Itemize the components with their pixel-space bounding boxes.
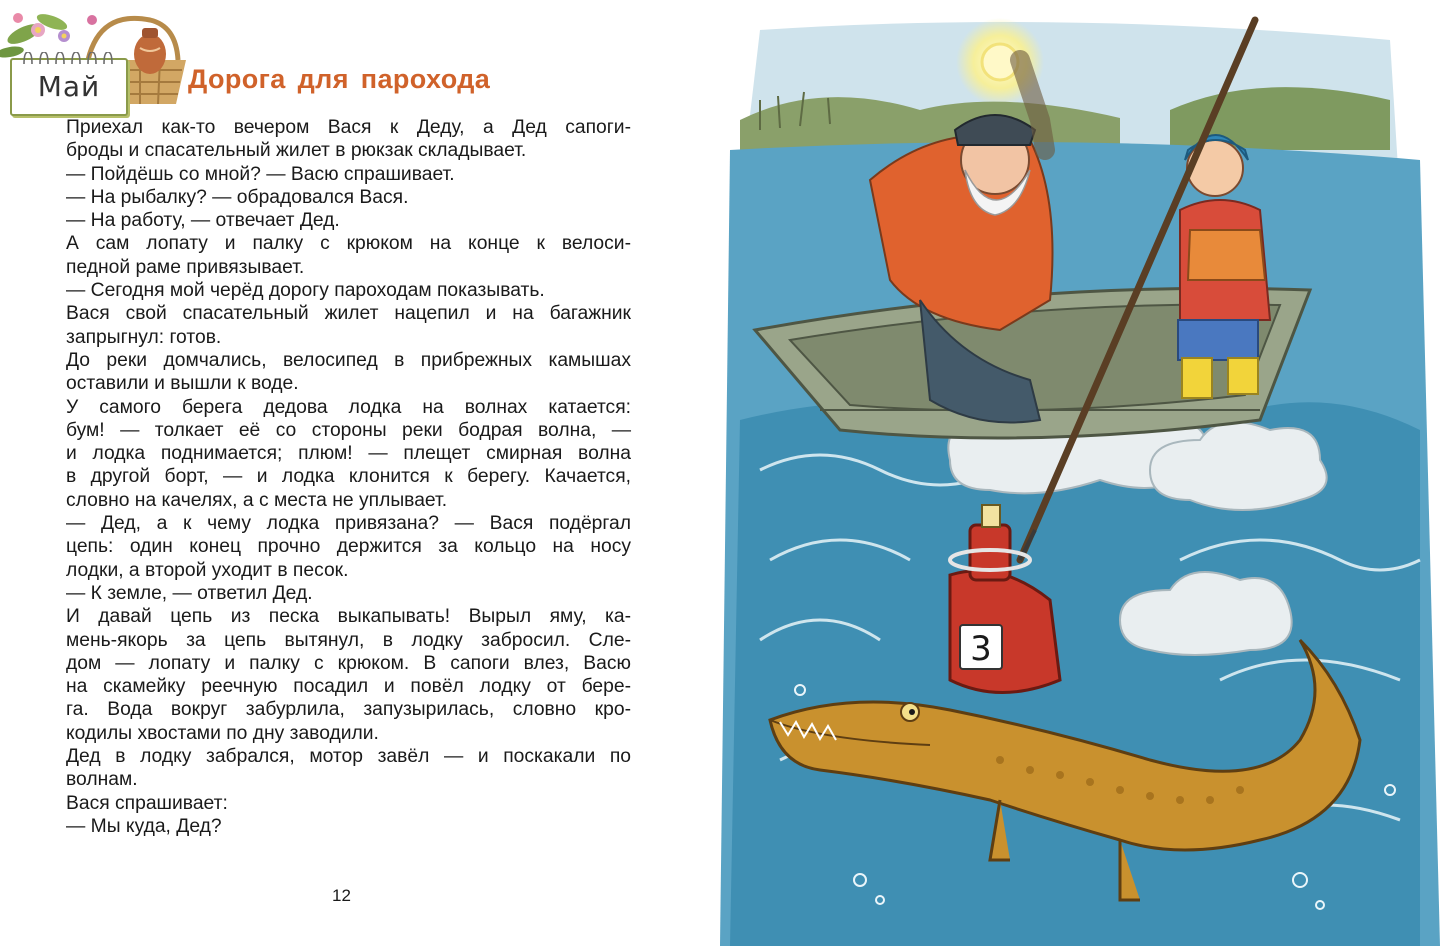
story-line: — Пойдёшь со мной? — Васю спрашивает. bbox=[66, 163, 455, 185]
story-line: До реки домчались, велосипед в прибрежных камышах bbox=[66, 349, 631, 371]
story-line: Вася свой спасательный жилет нацепил и на багажник bbox=[66, 303, 631, 325]
story-line: — Дед, а к чему лодка привязана? — Вася подёргал bbox=[66, 513, 631, 535]
story-line: И давай цепь из песка выкапывать! Вырыл яму, ка- bbox=[66, 606, 631, 628]
story-text bbox=[66, 116, 631, 838]
story-line: У самого берега дедова лодка на волнах катается: bbox=[66, 396, 631, 418]
story-line: — На работу, — отвечает Дед. bbox=[66, 210, 340, 232]
story-line: — Сегодня мой черёд дорогу пароходам показывать. bbox=[66, 280, 545, 302]
story-line: педной раме привязывает. bbox=[66, 256, 305, 278]
story-line: лодки, а второй уходит в песок. bbox=[66, 559, 349, 581]
story-line: волнам. bbox=[66, 769, 138, 791]
story-line: Дед в лодку забрался, мотор завёл — и поскакали по bbox=[66, 746, 631, 768]
story-line: — Мы куда, Дед? bbox=[66, 815, 222, 837]
left-page bbox=[0, 0, 700, 946]
story-line: га. Вода вокруг забурлила, запузырилась, словно кро- bbox=[66, 699, 631, 721]
story-line: словно на качелях, а с места не уплывает. bbox=[66, 489, 448, 511]
story-line: в другой борт, — и лодка клонится к берегу. Качается, bbox=[66, 466, 631, 488]
story-line: Приехал как-то вечером Вася к Деду, а Дед сапоги- bbox=[66, 117, 631, 138]
story-line: — К земле, — ответил Дед. bbox=[66, 582, 313, 604]
month-label: Май bbox=[37, 70, 101, 103]
river-boat-illustration bbox=[700, 0, 1445, 946]
page-number: 12 bbox=[332, 886, 351, 905]
story-line: бум! — толкает её со стороны реки бодрая волна, — bbox=[66, 419, 631, 441]
story-line: А сам лопату и палку с крюком на конце к велоси- bbox=[66, 233, 631, 255]
story-line: и лодка поднимается; плюм! — плещет смирная волна bbox=[66, 443, 631, 465]
story-title: Дорога для парохода bbox=[188, 64, 491, 94]
story-line: кодилы хвостами по дну заводили. bbox=[66, 722, 379, 744]
story-line: броды и спасательный жилет в рюкзак складывает. bbox=[66, 140, 527, 162]
month-tab bbox=[10, 58, 128, 116]
story-line: — На рыбалку? — обрадовался Вася. bbox=[66, 186, 409, 208]
story-line: Вася спрашивает: bbox=[66, 792, 228, 814]
story-line: мень-якорь за цепь вытянул, в лодку забросил. Сле- bbox=[66, 629, 631, 651]
story-line: дом — лопату и палку с крюком. В сапоги влез, Васю bbox=[66, 652, 631, 674]
buoy-number: 3 bbox=[970, 629, 992, 669]
story-line: на скамейку реечную посадил и повёл лодку от бере- bbox=[66, 676, 631, 698]
story-line: оставили и вышли к воде. bbox=[66, 373, 299, 395]
story-line: цепь: один конец прочно держится за кольцо на носу bbox=[66, 536, 631, 558]
story-line: запрыгнул: готов. bbox=[66, 326, 222, 348]
calendar-rings-icon bbox=[16, 52, 126, 64]
